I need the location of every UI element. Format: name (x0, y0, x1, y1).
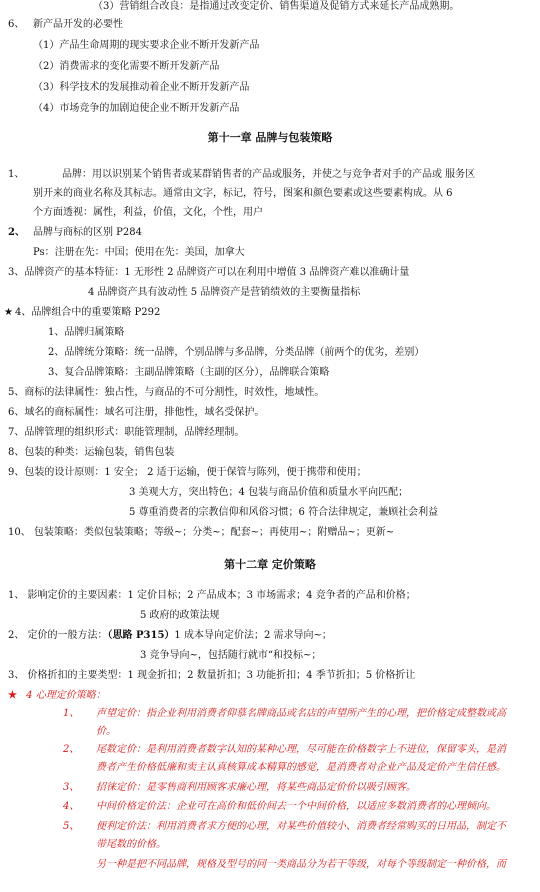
pricing-item-line: 声望定价：指企业利用消费者仰慕名牌商品或名店的声望所产生的心理，把价格定成整数或高 (96, 708, 506, 719)
list-item: 1、品牌归属策略 (48, 327, 125, 338)
ch12-p3: 3、 价格折扣的主要类型：1 现金折扣；2 数量折扣；3 功能折扣；4 季节折扣；5 价格折让 (8, 670, 416, 681)
list-item: 2、品牌统分策略：统一品牌，个别品牌与多品牌，分类品牌（前两个的优劣，差别） (48, 347, 425, 358)
pricing-item-line: 尾数定价：是利用消费者数字认知的某种心理，尽可能在价格数字上不进位，保留零头，是消 (96, 744, 506, 755)
chapter-12-title: 第十二章 定价策略 (224, 558, 316, 571)
ch11-p8: 8、包装的种类：运输包装，销售包装 (8, 447, 175, 458)
pricing-item-number: 5、 (63, 821, 80, 832)
ch11-p2-note: Ps：注册在先：中国；使用在先：美国，加拿大 (33, 247, 245, 258)
ch11-p9-line: 9、包装的设计原则：1 安全； 2 适于运输，便于保管与陈列，便于携带和使用； (8, 467, 367, 478)
ch11-p5: 5、商标的法律属性：独占性，与商品的不可分割性，时效性，地域性。 (8, 387, 325, 398)
pricing-item-line: 便利定价法：利用消费者求方便的心理，对某些价值较小、消费者经常购买的日用品，制定不 (96, 821, 506, 832)
pricing-item-line: 价。 (96, 726, 116, 737)
ch11-p9-line: 3 美观大方，突出特色；4 包装与商品价值和质量水平向匹配； (129, 487, 409, 498)
ch12-p2-line: 3 竞争导向~，包括随行就市“和投标~； (140, 650, 322, 661)
pricing-item-number: 4、 (63, 801, 80, 812)
ch11-p6: 6、域名的商标属性：域名可注册，排他性，域名受保护。 (8, 407, 265, 418)
ch11-p2-text: 品牌与商标的区别 P284 (33, 227, 142, 238)
pricing-item-line: 费者产生价格低廉和卖主认真核算成本精算的感觉，是消费者对企业产品及定价产生信任感。 (96, 762, 506, 773)
section-6-title: 新产品开发的必要性 (33, 19, 123, 30)
ch11-p1-number: 1、 (8, 169, 25, 180)
pricing-item-line: 带尾数的价格。 (96, 839, 166, 850)
section-6-number: 6、 (8, 19, 25, 30)
list-item: （3）科学技术的发展推动着企业不断开发新产品 (33, 82, 250, 93)
ch11-p3-line: 3、品牌资产的基本特征：1 无形性 2 品牌资产可以在利用中增值 3 品牌资产难以准确计量 (8, 267, 410, 278)
ch11-p1-line: 品牌：用以识别某个销售者或某群销售者的产品或服务，并使之与竞争者对手的产品或 服务区 (62, 169, 476, 180)
pricing-item-line: 中间价格定价法：企业可在高价和低价间去一个中间价格，以适应多数消费者的心理倾向。 (96, 801, 496, 812)
ch12-p2-bold: （思路 P315） (107, 630, 175, 641)
ch11-p1-line: 个方面透视：属性，利益，价值，文化，个性，用户 (33, 207, 263, 218)
pricing-last-line: 另一种是把不同品牌，规格及型号的同一类商品分为若干等级，对每个等级制定一种价格，而 (96, 859, 506, 870)
ch11-p1-line: 别开来的商业名称及其标志。通常由文字，标记，符号，图案和颜色要素或这些要素构成。从 6 (33, 188, 453, 199)
pricing-item-number: 3、 (63, 782, 80, 793)
ch12-p2-line (8, 629, 332, 643)
ch11-p2-number: 2、 (8, 227, 25, 238)
star-icon: ★ (4, 307, 13, 318)
ch12-p2-post: 1 成本导向定价法；2 需求导向~； (174, 630, 332, 641)
ch12-p1-line: 5 政府的政策法规 (140, 610, 220, 621)
ch11-p7: 7、品牌管理的组织形式：职能管理制，品牌经理制。 (8, 427, 245, 438)
list-item: （4）市场竞争的加剧迫使企业不断开发新产品 (33, 103, 240, 114)
ch12-p4-title: 4 心理定价策略： (26, 690, 106, 701)
pricing-item-line: 招徕定价：是零售商利用顾客求廉心理，将某些商品定价价以吸引顾客。 (96, 782, 416, 793)
ch11-p10: 10、 包装策略：类似包装策略；等级~；分类~；配套~；再使用~；附赠品~；更新~ (8, 527, 395, 538)
pricing-item-number: 1、 (63, 708, 80, 719)
list-item: （1）产品生命周期的现实要求企业不断开发新产品 (33, 40, 260, 51)
improvement-line: （3）营销组合改良：是指通过改变定价、销售渠道及促销方式来延长产品成熟期。 (93, 1, 460, 12)
list-item: （2）消费需求的变化需要不断开发新产品 (33, 61, 220, 72)
ch12-p2-pre: 2、 定价的一般方法： (8, 630, 108, 641)
ch11-p9-line: 5 尊重消费者的宗教信仰和风俗习惯；6 符合法律规定，兼顾社会利益 (129, 507, 439, 518)
ch11-p3-line: 4 品牌资产具有波动性 5 品牌资产是营销绩效的主要衡量指标 (88, 287, 361, 298)
list-item: 3、复合品牌策略：主副品牌策略（主副的区分），品牌联合策略 (48, 367, 330, 378)
star-icon: ★ (8, 690, 17, 701)
ch12-p1-line: 1、 影响定价的主要因素：1 定价目标；2 产品成本；3 市场需求；4 竞争者的产品和价格； (8, 590, 416, 601)
chapter-11-title: 第十一章 品牌与包装策略 (207, 131, 333, 144)
pricing-item-number: 2、 (63, 744, 80, 755)
ch11-p4-text: 4、品牌组合中的重要策略 P292 (15, 307, 161, 318)
ch12-p4-heading (8, 689, 106, 703)
